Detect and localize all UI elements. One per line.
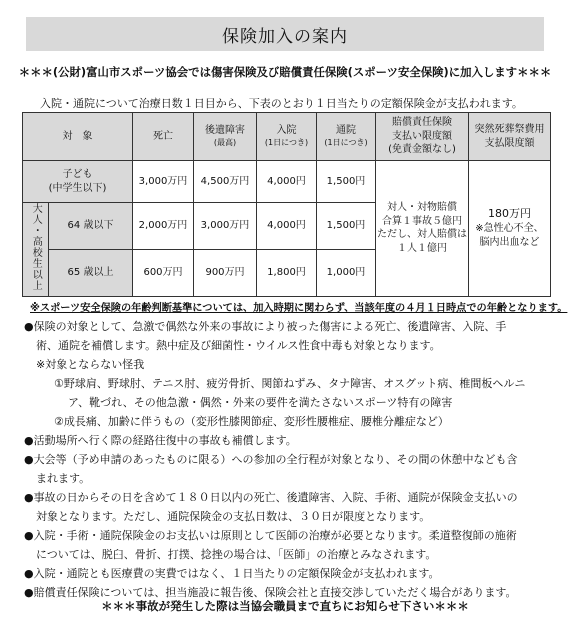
liability-line: ただし、対人賠償は: [377, 229, 467, 241]
subtitle: ＊＊＊(公財)富山市スポーツ協会では傷害保険及び賠償責任保険(スポーツ安全保険)に加入します＊＊＊: [18, 65, 552, 79]
row-adult-over65-outpatient: 1,000円: [317, 249, 376, 296]
coverage-table: [22, 112, 551, 297]
footer-notice: ＊＊＊事故が発生した際は当協会職員まで直ちにお知らせ下さい＊＊＊: [101, 599, 469, 613]
liability-line: １人１億円: [397, 242, 447, 254]
liability-line: 対人・対物賠償: [387, 202, 457, 214]
header-target: 対 象: [23, 113, 133, 161]
list-item: ●事故の日からその日を含めて１８０日以内の死亡、後遺障害、入院、手術、通院が保険金支払いの: [24, 491, 518, 504]
list-item: ●入院・手術・通院保険金のお支払いは原則として医師の治療が必要となります。柔道整復師の施術: [24, 529, 517, 542]
header-sudden-line1: 突然死葬祭費用: [474, 124, 545, 135]
list-item: ●活動場所へ行く際の経路往復中の事故も補償します。: [24, 434, 297, 447]
row-adult-under64-disability: 3,000万円: [194, 203, 257, 250]
list-item: ●賠償責任保険については、担当施設に報告後、保険会社と直接交渉していただく場合があります。: [24, 586, 517, 599]
list-item: ①野球肩、野球肘、テニス肘、疲労骨折、関節ねずみ、タナ障害、オスグット病、椎間板ヘルニ: [54, 377, 526, 390]
row-adult-over65-death: 600万円: [133, 249, 194, 296]
list-item: ア、靴づれ、その他急激・偶然・外来の要件を満たさないスポーツ特有の障害: [68, 396, 453, 409]
header-liability-line2: 支払い限度額: [392, 130, 452, 142]
intro-text: 入院・通院について治療日数１日目から、下表のとおり１日当たりの定額保険金が支払われます。: [40, 97, 523, 110]
row-child-hospital: 4,000円: [257, 161, 317, 203]
row-adult-over65-disability: 900万円: [194, 249, 257, 296]
list-item: ②成長痛、加齢に伴うもの（変形性膝関節症、変形性腰椎症、腰椎分離症など）: [54, 415, 449, 428]
bullet-list: [24, 317, 554, 602]
header-hospital-note: (1日につき): [264, 137, 309, 147]
header-liability-line1: 賠償責任保険: [392, 117, 452, 129]
row-adult-under64-hospital: 4,000円: [257, 203, 317, 250]
header-sudden-death: [469, 113, 551, 161]
list-item: ●保険の対象として、急激で偶然な外来の事故により被った傷害による死亡、後遺障害、入院、手: [24, 320, 507, 333]
child-sub-label: (中学生以下): [48, 182, 107, 194]
liability-limit-cell: [376, 161, 469, 297]
liability-line: 合算１事故５億円: [382, 215, 462, 227]
list-item: 術、通院を補償します。熱中症及び細菌性・ウイルス性食中毒も対象となります。: [36, 339, 441, 352]
list-item: ●大会等（予め申請のあったものに限る）への参加の全行程が対象となり、その間の休憩中なども含: [24, 453, 518, 466]
header-disability-label: 後遺障害: [205, 125, 245, 137]
header-liability: [376, 113, 469, 161]
table-row: [23, 161, 551, 203]
row-adult-over65-target: 65 歳以上: [49, 249, 133, 296]
sudden-note: 脳内出血など: [479, 236, 540, 248]
age-criteria-note: ※スポーツ安全保険の年齢判断基準については、加入時期に関わらず、当該年度の４月１日時点での年齢となります。: [30, 303, 568, 314]
row-adult-under64-death: 2,000万円: [133, 203, 194, 250]
row-adult-over65-hospital: 1,800円: [257, 249, 317, 296]
row-adult-under64-target: 64 歳以下: [49, 203, 133, 250]
child-label: 子ども: [62, 169, 93, 180]
row-child-disability: 4,500万円: [194, 161, 257, 203]
header-liability-line3: (免責金額なし): [388, 144, 456, 156]
header-disability: [194, 113, 257, 161]
sudden-note: ※急性心不全、: [475, 223, 544, 235]
header-sudden-line2: 支払限度額: [484, 137, 535, 149]
header-hospital: [257, 113, 317, 161]
row-child-death: 3,000万円: [133, 161, 194, 203]
header-hospital-label: 入院: [276, 125, 297, 137]
adult-group-label: [23, 203, 49, 297]
header-disability-note: (最高): [213, 137, 237, 147]
page-title: 保険加入の案内: [26, 17, 544, 51]
header-death: 死亡: [133, 113, 194, 161]
row-child-target: [23, 161, 133, 203]
adult-group-text: 大人・高校生以上: [30, 203, 42, 291]
list-item: については、脱臼、骨折、打撲、捻挫の場合は、「医師」の治療とみなされます。: [36, 548, 437, 561]
row-adult-under64-outpatient: 1,500円: [317, 203, 376, 250]
row-child-outpatient: 1,500円: [317, 161, 376, 203]
list-item: ※対象とならない怪我: [36, 358, 145, 371]
sudden-death-cell: [469, 161, 551, 297]
header-outpatient-note: (1日につき): [324, 137, 368, 147]
list-item: まれます。: [36, 472, 91, 485]
list-item: 対象となります。ただし、通院保険金の支払日数は、３０日が限度となります。: [36, 510, 431, 523]
header-outpatient-label: 通院: [336, 125, 356, 137]
header-outpatient: [317, 113, 376, 161]
list-item: ●入院・通院とも医療費の実費ではなく、１日当たりの定額保険金が支払われます。: [24, 567, 440, 580]
sudden-amount: 180万円: [488, 207, 531, 221]
